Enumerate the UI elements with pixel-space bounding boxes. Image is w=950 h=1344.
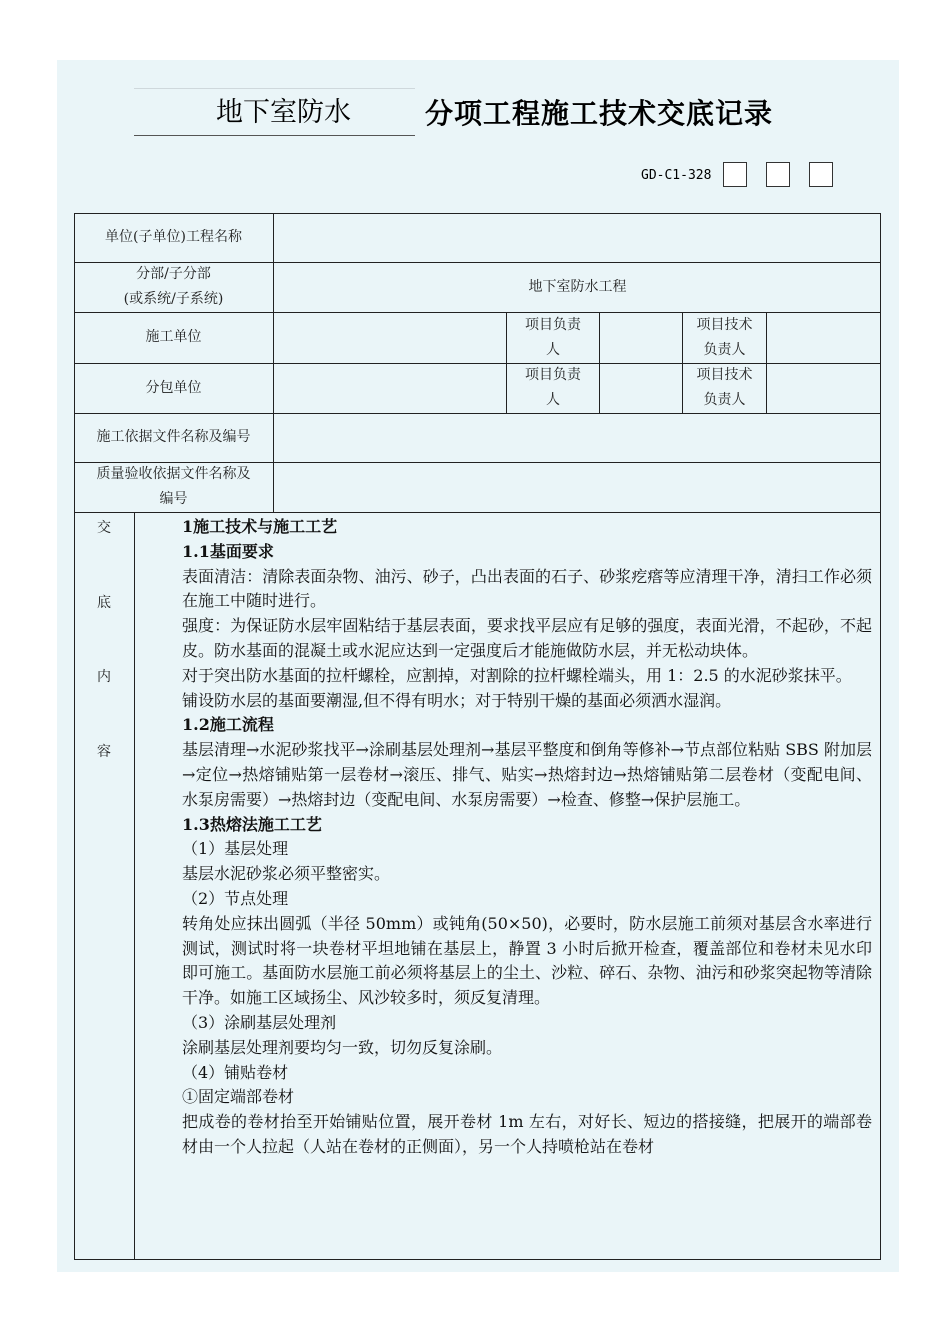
acceptance-basis-label: [74, 462, 273, 512]
paragraph: ①固定端部卷材: [182, 1087, 295, 1107]
contractor-tech-label: [683, 312, 766, 363]
paragraph: 基层清理→水泥砂浆找平→涂刷基层处理剂→基层平整度和倒角等修补→节点部位粘贴 SBS 附加层→定位→热熔铺贴第一层卷材→滚压、排气、贴实→热熔封边→热熔铺贴第二层卷材（变配电间、水泵房需要）→热熔封边（变配电间、水泵房需要）→检查、修整→保护层施工。: [182, 740, 872, 809]
side-label-rong: 容: [97, 744, 111, 760]
section-heading: 1施工技术与施工工艺: [182, 517, 338, 536]
subcontractor-tech-label: [683, 363, 766, 413]
paragraph: 转角处应抹出圆弧（半径 50mm）或钝角(50×50)，必要时，防水层施工前须对基层含水率进行测试，测试时将一块卷材平坦地铺在基层上，静置 3 小时后掀开检查，覆盖部位和卷材未见水印即可施工。基面防水层施工前必须将基层上的尘土、沙粒、碎石、杂物、油污和砂浆突起物等清除干净。如施工区域扬尘、风沙较多时，须反复清理。: [182, 913, 872, 1008]
contractor-pm-label: [507, 312, 599, 363]
subcontractor-tech-label-line2: 负责人: [703, 392, 746, 408]
page-title: 分项工程施工技术交底记录: [425, 97, 774, 130]
disclosure-content: [182, 515, 872, 1160]
contractor-pm-label-line2: 人: [546, 341, 560, 358]
title-fill-in: 地下室防水: [134, 88, 415, 136]
subcontractor-pm-label-line2: 人: [546, 392, 560, 408]
code-box-2[interactable]: [766, 162, 790, 187]
paragraph: 把成卷的卷材抬至开始铺贴位置，展开卷材 1m 左右，对好长、短边的搭接缝，把展开的端部卷材由一个人拉起（人站在卷材的正侧面），另一个人持喷枪站在卷材: [182, 1112, 872, 1156]
paragraph: （3）涂刷基层处理剂: [182, 1012, 337, 1032]
contractor-tech-value[interactable]: [767, 312, 881, 363]
acceptance-basis-label-line1: 质量验收依据文件名称及: [96, 466, 251, 482]
subcontractor-label: 分包单位: [145, 379, 202, 396]
paragraph: 表面清洁：清除表面杂物、油污、砂子，凸出表面的石子、砂浆疙瘩等应清理干净，清扫工作必须在施工中随时进行。: [182, 566, 872, 611]
subdivision-value[interactable]: 地下室防水工程: [528, 278, 627, 295]
basis-document-label: 施工依据文件名称及编号: [96, 429, 251, 445]
side-label-jiao: 交: [97, 520, 111, 536]
acceptance-basis-label-line2: 编号: [159, 491, 188, 507]
section-heading: 1.2施工流程: [182, 715, 274, 735]
subcontractor-tech-value[interactable]: [767, 363, 881, 413]
contractor-value[interactable]: [274, 312, 506, 363]
paragraph: （4）铺贴卷材: [182, 1062, 289, 1082]
paragraph: 涂刷基层处理剂要均匀一致，切勿反复涂刷。: [182, 1037, 503, 1057]
subcontractor-value[interactable]: [274, 363, 506, 413]
subdivision-label-line2: (或系统/子系统): [123, 291, 224, 307]
side-label-nei: 内: [97, 669, 111, 685]
contractor-tech-label-line1: 项目技术: [696, 316, 753, 333]
section-heading: 1.3热熔法施工工艺: [182, 814, 322, 834]
contractor-tech-label-line2: 负责人: [703, 341, 746, 358]
contractor-label: 施工单位: [145, 329, 202, 345]
contractor-pm-value[interactable]: [600, 312, 682, 363]
subcontractor-pm-value[interactable]: [600, 363, 682, 413]
code-box-3[interactable]: [809, 162, 833, 187]
subcontractor-pm-label-line1: 项目负责: [525, 367, 581, 383]
section-heading: 1.1基面要求: [182, 541, 274, 561]
basis-document-value[interactable]: [274, 413, 881, 462]
acceptance-basis-value[interactable]: [274, 462, 881, 512]
subdivision-label: [74, 262, 273, 312]
project-name-value[interactable]: [274, 213, 881, 262]
subcontractor-pm-label: [507, 363, 599, 413]
code-box-1[interactable]: [723, 162, 747, 187]
subcontractor-tech-label-line1: 项目技术: [696, 367, 753, 383]
form-code: GD-C1-328: [641, 168, 712, 183]
subdivision-label-line1: 分部/子分部: [136, 266, 211, 282]
paragraph: （2）节点处理: [182, 888, 289, 908]
project-name-label: 单位(子单位)工程名称: [105, 229, 242, 245]
side-label-di: 底: [97, 595, 111, 611]
paragraph: 基层水泥砂浆必须平整密实。: [182, 864, 391, 884]
paragraph: 强度：为保证防水层牢固粘结于基层表面，要求找平层应有足够的强度，表面光滑，不起砂，不起皮。防水基面的混凝土或水泥应达到一定强度后才能施做防水层，并无松动块体。: [182, 616, 872, 660]
paragraph: 对于突出防水基面的拉杆螺栓，应割掉，对割除的拉杆螺栓端头，用 1：2.5 的水泥砂浆抹平。: [182, 665, 852, 685]
paragraph: （1）基层处理: [182, 839, 289, 859]
contractor-pm-label-line1: 项目负责: [525, 316, 581, 333]
paragraph: 铺设防水层的基面要潮湿,但不得有明水；对于特别干燥的基面必须洒水湿润。: [182, 690, 732, 710]
